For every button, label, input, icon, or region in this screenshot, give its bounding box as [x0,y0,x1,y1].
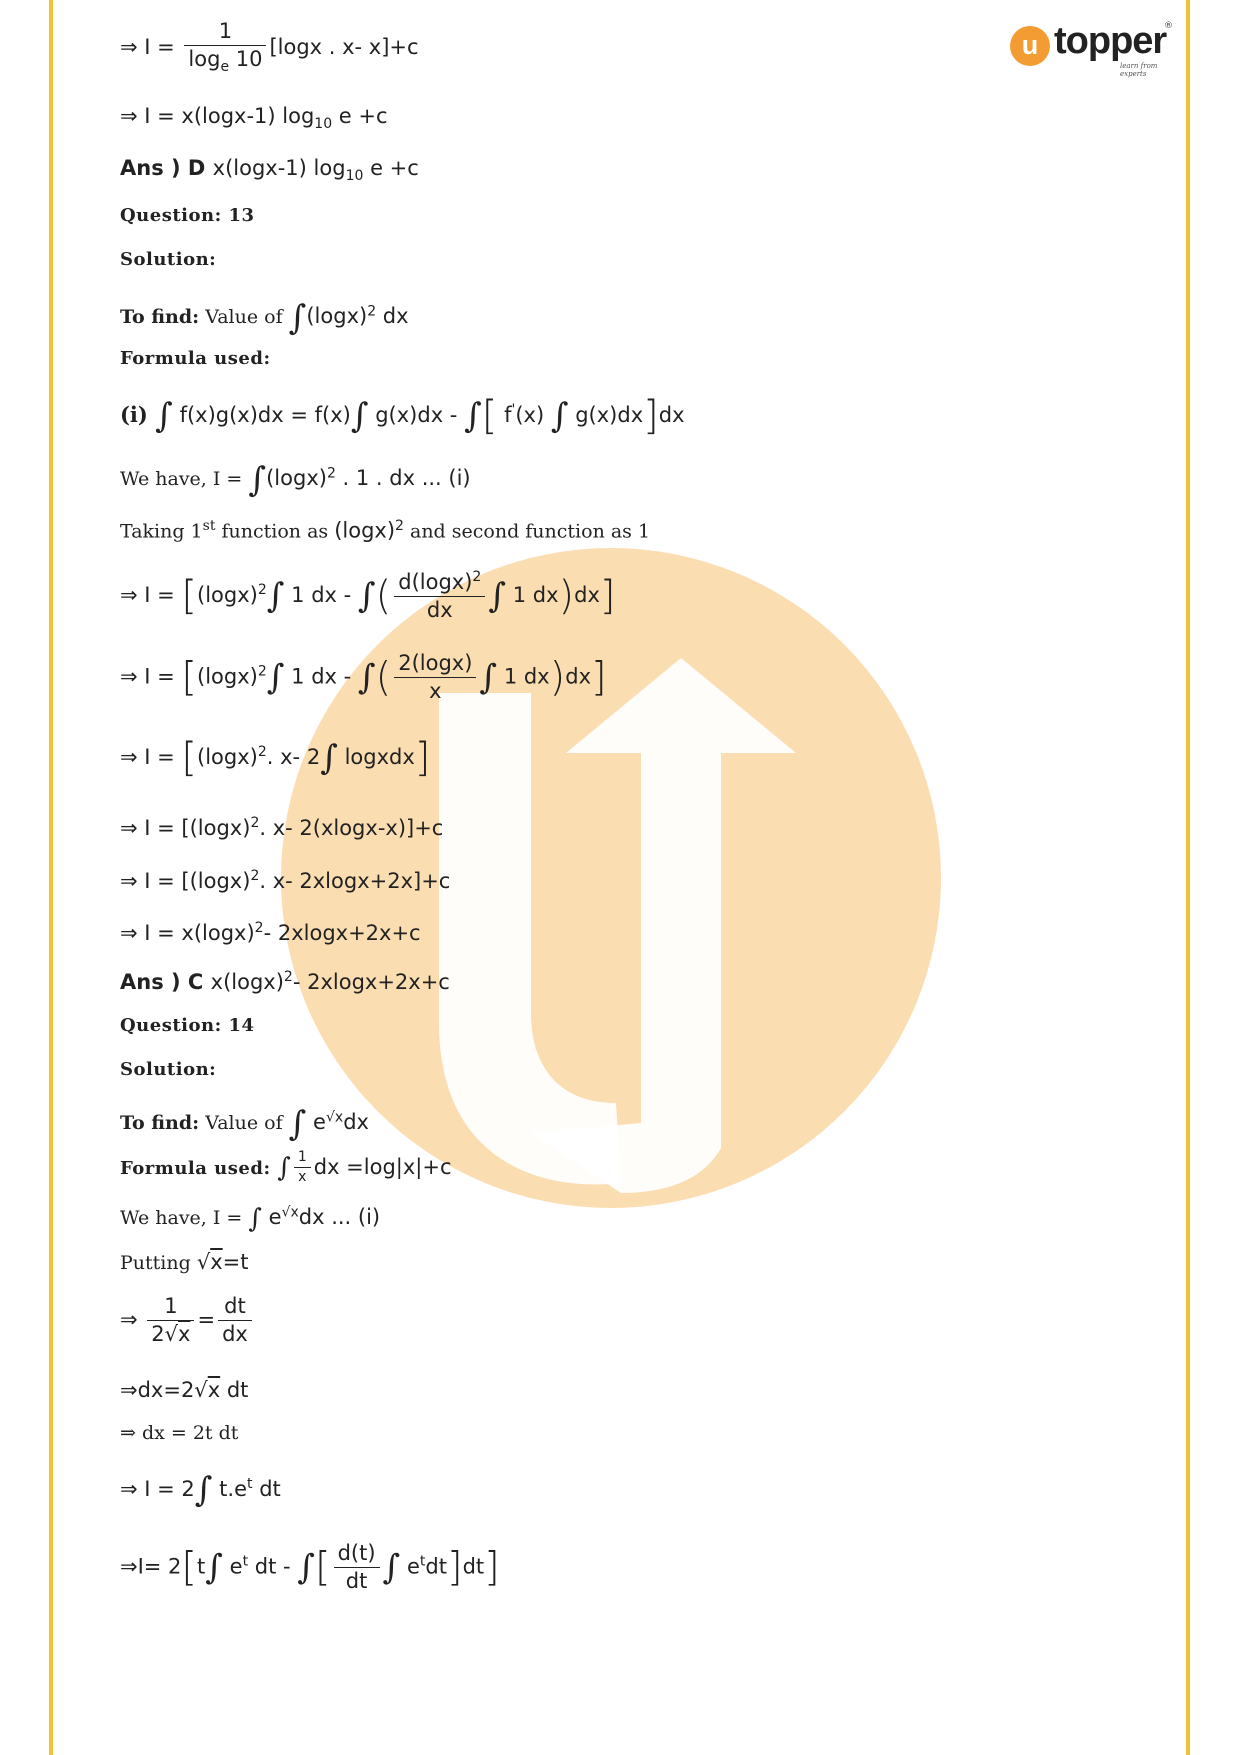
bracket: ] [591,654,607,701]
integral-sign: ∫ [248,1204,262,1234]
answer-line-2 [120,969,450,994]
frac-num: d(logx) [398,570,473,594]
step-line-p5 [120,1542,500,1593]
derivative-line [120,1295,255,1346]
step-part: (logx) [197,583,258,608]
answer-expr: x(logx) [210,970,284,994]
step-part: dt [425,1554,447,1579]
bracket: [ [181,654,198,701]
step-sup: 2 [254,920,264,936]
frac-num: d(t) [334,1542,380,1568]
step-part: 1 dx [506,583,559,608]
we-have-13 [120,460,471,500]
step-line-s5 [120,868,450,893]
paren: ) [549,654,566,701]
dx-line-2: ⇒ dx = 2t dt [120,1422,239,1444]
frac-den-sub: e [220,59,230,76]
to-find-tail: dx [343,1110,369,1134]
answer-sup: 2 [283,969,293,985]
solution-14-heading: Solution: [120,1059,217,1080]
dx-line-1 [120,1378,248,1402]
we-have-text: We have, I = [120,1207,249,1229]
sqrt-arg: x [210,1250,223,1274]
step-part: dx [574,583,600,608]
bracket: [ [481,393,498,439]
to-find-text: Value of [199,1112,289,1134]
step-line-p4 [120,1470,281,1510]
putting-tail: =t [222,1250,249,1274]
step-part: . x- 2xlogx+2x]+c [259,869,451,893]
step-part: dt [252,1477,281,1501]
frac-den: log [188,47,221,72]
answer-label: Ans ) D [120,156,213,180]
fraction [334,1542,380,1593]
formula-label: Formula used: [120,1157,271,1179]
we-have-text: We have, I = [120,468,249,490]
taking-text: Taking 1 [120,520,203,543]
to-find-14 [120,1104,369,1144]
paren: ( [375,654,392,701]
step-part: ⇒I= 2 [120,1554,182,1579]
integral-sign: ∫ [288,298,307,338]
to-find-label: To find: [120,306,200,328]
step-sup: 2 [257,744,267,760]
l1-tail: [logx . x- x]+c [269,34,419,59]
logo-letter: u [1021,30,1039,60]
answer-line-1 [120,156,419,184]
sqrt-sign: √ [196,1250,211,1274]
step-part: dt [220,1378,249,1402]
l2-text: ⇒ I = x(logx-1) log [120,104,315,128]
logo-tagline: learn from experts [1120,62,1158,78]
fraction [218,1295,252,1346]
bracket: ] [446,1544,463,1591]
integral-sign: ∫ [464,396,482,436]
to-find-text: Value of [199,306,289,328]
frac-num: 1 [147,1295,194,1321]
fraction [147,1295,194,1346]
bracket: [ [181,735,198,781]
we-have-expr: e [261,1205,282,1229]
step-sup: 2 [250,815,260,831]
step-line-2 [120,104,388,132]
step-line-s1 [120,570,616,622]
formula-line [120,393,685,439]
frac-den: dx [426,598,453,623]
solution-13-heading: Solution: [120,249,217,270]
question-14-heading: Question: 14 [120,1015,255,1036]
question-13-heading: Question: 13 [120,205,255,226]
l1-prefix: ⇒ I = [120,34,182,59]
formula-part: dx [658,403,685,427]
bracket: ] [643,393,659,439]
step-part: 1 dx [497,664,550,689]
formula-part: g(x)dx [568,403,644,427]
integral-sign: ∫ [205,1547,223,1588]
sqrt-arg: x [207,1378,221,1402]
step-part: 1 dx - [284,583,358,608]
taking-sup: st [202,518,216,534]
logo-word: topper [1054,20,1167,62]
formula-used-14 [120,1150,452,1186]
integral-sign: ∫ [277,1152,291,1183]
to-find-sup: √x [325,1109,344,1126]
we-have-tail: dx ... (i) [298,1205,381,1229]
taking-text: function as [215,520,335,543]
step-line-s2 [120,652,607,703]
integral-sign: ∫ [382,1547,401,1588]
step-part: ⇒ I = [(logx) [120,869,251,893]
fraction [394,570,485,622]
step-part: . x- 2(xlogx-x)]+c [259,816,444,840]
step-part: dx [565,664,591,689]
integral-sign: ∫ [320,738,338,778]
step-sup: 2 [257,582,267,599]
formula-tail: dx =log|x|+c [313,1154,452,1179]
frac-den-tail: 10 [229,47,263,72]
formula-label: (i) [120,402,156,427]
bracket: [ [181,573,198,620]
step-part: e [222,1554,243,1579]
topper-logo [1004,20,1176,78]
we-have-14 [120,1204,380,1234]
formula-used-13: Formula used: [120,348,271,369]
frac-den: x [298,1169,307,1186]
we-have-tail: . 1 . dx ... (i) [335,466,471,490]
frac-num: dt [218,1295,252,1321]
paren: ( [375,573,392,620]
step-part: . x- 2 [266,745,321,769]
step-part: dt [462,1554,485,1579]
bracket: ] [484,1544,500,1591]
step-sup: 2 [250,868,260,884]
answer-expr: x(logx-1) log [212,156,346,180]
step-line-s3 [120,735,431,781]
step-part: 1 dx - [284,664,358,689]
frac-num: 1 [184,20,266,46]
step-prefix: ⇒ I = [120,745,182,769]
step-sup: t [419,1553,426,1570]
taking-expr-sup: 2 [395,518,404,534]
frac-num: 2(logx) [394,652,476,678]
to-find-tail: dx [376,304,409,328]
step-part: ⇒ I = 2 [120,1477,195,1501]
step-prefix: ⇒ I = [120,583,182,608]
l2-sub: 10 [314,116,333,133]
step-prefix: ⇒ I = [120,664,182,689]
frac-den: dx [222,1322,248,1347]
we-have-expr: (logx) [266,466,327,490]
we-have-sup: 2 [326,465,336,482]
answer-tail: e +c [363,156,419,180]
frac-num: 1 [294,1150,311,1168]
bracket: [ [314,1544,331,1591]
integral-sign: ∫ [155,396,173,436]
bracket: ] [599,573,616,620]
to-find-label: To find: [120,1112,200,1134]
taking-expr: (logx) [334,518,396,543]
bracket: [ [181,1544,198,1591]
integral-sign: ∫ [479,657,498,698]
putting-text: Putting [120,1252,197,1274]
step-part: logxdx [337,745,415,769]
integral-sign: ∫ [350,396,369,436]
integral-sign: ∫ [357,657,376,698]
we-have-sup: √x [281,1204,299,1221]
step-part: t [197,1554,206,1579]
step-sup: t [242,1553,249,1570]
frac-den: x [429,679,442,704]
step-part: - 2xlogx+2x+c [263,921,421,945]
step-part: t.e [212,1477,248,1501]
answer-label: Ans ) C [120,970,211,994]
formula-prime: ' [511,402,516,418]
taking-function-line [120,518,650,542]
frac-num-sup: 2 [472,569,482,585]
frac-den: dt [345,1569,368,1594]
answer-tail: - 2xlogx+2x+c [292,970,450,994]
formula-part: g(x)dx - [368,403,465,427]
paren: ) [558,573,575,620]
formula-part: f [497,403,512,427]
integral-sign: ∫ [266,576,285,617]
step-part: ⇒ I = [(logx) [120,816,251,840]
integral-sign: ∫ [194,1470,213,1510]
equals: = [197,1307,216,1332]
formula-part: (x) [515,403,551,427]
step-sup: 2 [257,663,267,680]
step-line-s4 [120,815,443,840]
integral-sign: ∫ [357,576,376,617]
putting-line [120,1250,248,1274]
step-sup: t [247,1476,253,1492]
step-line-s6 [120,920,421,945]
integral-sign: ∫ [266,657,285,698]
integral-sign: ∫ [550,396,569,436]
bracket: ] [414,735,431,781]
taking-text: and second function as 1 [403,520,651,543]
step-part: ⇒dx=2√ [120,1378,208,1402]
integral-sign: ∫ [248,460,267,500]
integral-sign: ∫ [297,1547,315,1588]
frac-den: 2√ [151,1322,179,1347]
step-line-1 [120,20,419,76]
answer-sub: 10 [345,168,364,185]
to-find-13 [120,298,409,338]
fraction [184,20,266,76]
step-part: dt - [248,1554,298,1579]
to-find-sup: 2 [367,303,377,320]
formula-part: f(x)g(x)dx = f(x) [172,403,351,427]
l2-tail: e +c [332,104,388,128]
to-find-expr: e [306,1110,326,1134]
step-part: e [400,1554,420,1579]
step-part: ⇒ I = x(logx) [120,921,255,945]
logo-registered: ® [1164,21,1173,31]
integral-sign: ∫ [488,576,507,617]
integral-sign: ∫ [288,1104,307,1144]
step-part: (logx) [197,745,258,769]
arrow: ⇒ [120,1307,145,1332]
frac-den-x: x [178,1322,191,1347]
fraction [294,1150,311,1186]
to-find-expr: (logx) [306,304,368,328]
fraction [394,652,476,703]
step-part: (logx) [197,664,258,689]
